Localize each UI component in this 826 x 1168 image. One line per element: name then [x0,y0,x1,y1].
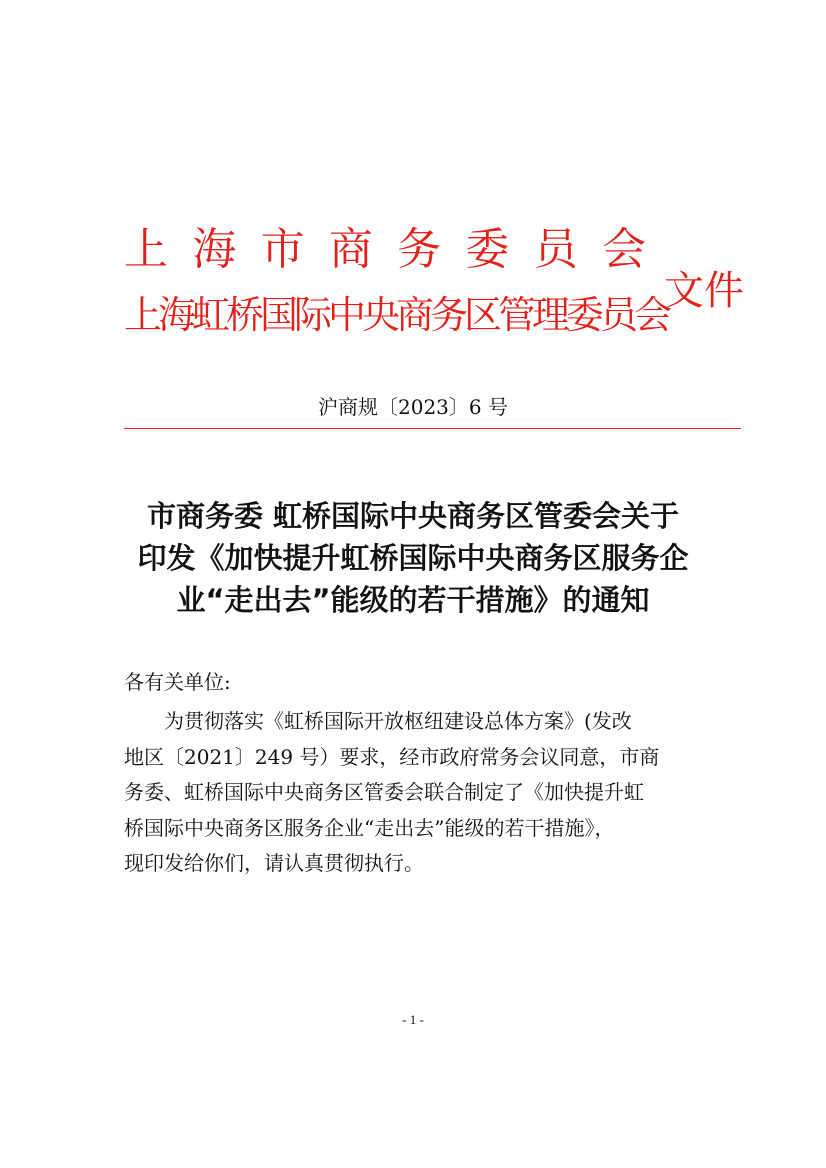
issuer-char: 员 [533,224,578,275]
salutation: 各有关单位: [124,670,231,694]
document-number: 沪商规〔2023〕6 号 [318,395,508,419]
issuer-char: 委 [465,224,510,275]
issuer-line-1 [124,220,646,280]
title-line: 市商务委 虹桥国际中央商务区管委会关于 [146,499,680,533]
red-divider [124,428,741,429]
body-line: 地区〔2021〕249 号）要求，经市政府常务会议同意，市商 [124,744,660,769]
issuer-line-2: 上海虹桥国际中央商务区管理委员会 [124,293,669,337]
title-line: 业“走出去”能级的若干措施》的通知 [176,583,650,617]
body-line: 务委、虹桥国际中央商务区管委会联合制定了《加快提升虹 [124,780,644,804]
page-number: - 1 - [402,1012,424,1027]
issuer-char: 商 [328,224,373,275]
issuer-char: 上 [124,224,168,275]
issuer-char: 务 [397,224,442,275]
issuer-char: 市 [260,224,305,275]
body-line: 现印发给你们，请认真贯彻执行。 [124,851,424,875]
issuer-char: 海 [192,224,237,275]
document-label: 文件 [664,268,744,314]
title-line: 印发《加快提升虹桥国际中央商务区服务企 [137,541,689,575]
body-text [124,704,708,882]
issuer-char: 会 [601,224,646,275]
body-line: 桥国际中央商务区服务企业“走出去”能级的若干措施》， [124,815,615,840]
body-line: 为贯彻落实《虹桥国际开放枢纽建设总体方案》(发改 [124,709,632,733]
document-title [100,495,726,621]
